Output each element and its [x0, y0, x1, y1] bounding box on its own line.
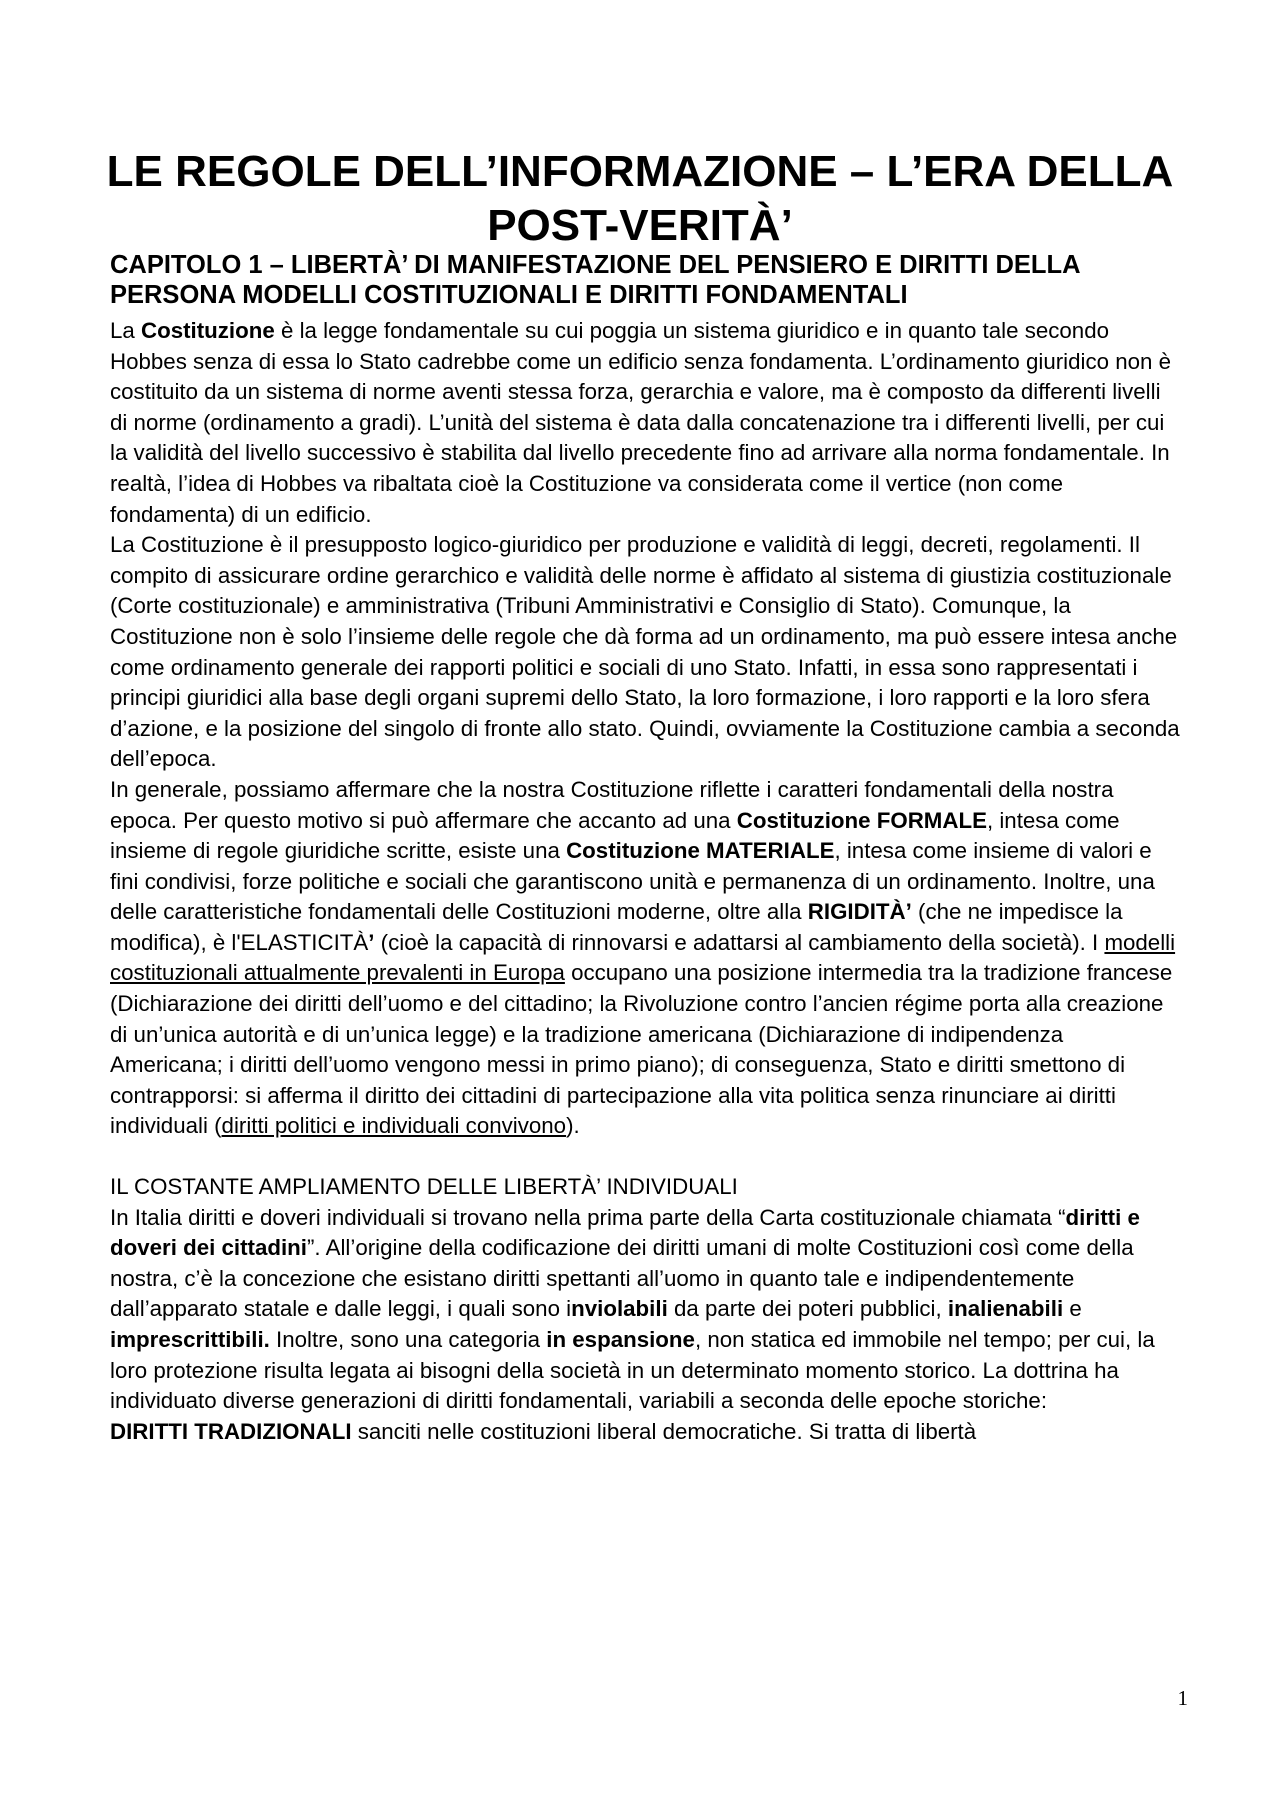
text-span: In Italia diritti e doveri individuali si trovano nella prima parte della Carta costituzionale chiamata “	[110, 1204, 1066, 1230]
document-body	[110, 316, 1180, 1447]
document-title: LE REGOLE DELL’INFORMAZIONE – L’ERA DELLA POST-VERITÀ’	[106, 147, 1174, 250]
bold-term: RIGIDITÀ’	[807, 899, 912, 925]
paragraph-diritti-doveri	[110, 1203, 1180, 1417]
text-span: , intesa come insieme di valori e fini condivisi, forze politiche e sociali che garantiscono unità e permanenza di un ordinamento. Inoltre, una delle caratteristiche fondamentali delle Costituzioni moderne, oltre alla	[110, 838, 1155, 925]
text-span: da parte dei poteri pubblici,	[667, 1296, 948, 1322]
text-span: Inoltre, sono una categoria	[269, 1327, 547, 1352]
underlined-phrase: diritti politici e individuali convivono	[221, 1113, 567, 1139]
paragraph-diritti-tradizionali	[110, 1417, 1180, 1448]
section-heading: IL COSTANTE AMPLIAMENTO DELLE LIBERTÀ’ INDIVIDUALI	[110, 1174, 738, 1200]
paragraph-costituzione	[110, 316, 1180, 530]
text-span: (cioè la capacità di rinnovarsi e adattarsi al cambiamento della società). I	[374, 929, 1105, 955]
text-span: In generale, possiamo affermare che la nostra Costituzione riflette i caratteri fondamentali della nostra epoca. Per questo motivo si può affermare che accanto ad una	[110, 776, 1114, 833]
bold-term: Costituzione	[141, 318, 275, 343]
text-span: occupano una posizione intermedia tra la tradizione francese (Dichiarazione dei diritti dell’uomo e del cittadino; la Rivoluzione contro l’ancien régime porta alla creazione di un’unica autorità e di un’unica legge) e la tradizione americana (Dichiarazione di indipendenza Americana; i diritti dell’uomo vengono messi in primo piano); di conseguenza, Stato e diritti smettono di contrapporsi: si afferma il diritto dei cittadini di partecipazione alla vita politica senza rinunciare ai diritti individuali (	[110, 960, 1173, 1139]
bold-term: in espansione	[546, 1327, 695, 1352]
bold-term: ’	[368, 929, 375, 955]
paragraph-presupposto: La Costituzione è il presupposto logico-giuridico per produzione e validità di leggi, decreti, regolamenti. Il compito di assicurare ordine gerarchico e validità delle norme è affidato al sistema di giustizia costituzionale (Corte costituzionale) e amministrativa (Tribuni Amministrativi e Consiglio di Stato). Comunque, la Costituzione non è solo l’insieme delle regole che dà forma ad un ordinamento, ma può essere intesa anche come ordinamento generale dei rapporti politici e sociali di uno Stato. Infatti, in essa sono rappresentati i principi giuridici alla base degli organi supremi dello Stato, la loro formazione, i loro rapporti e la loro sfera d’azione, e la posizione del singolo di fronte allo stato. Quindi, ovviamente la Costituzione cambia a seconda dell’epoca.	[110, 532, 1180, 772]
text-span: ).	[566, 1113, 580, 1139]
paragraph-spacer	[110, 1142, 1180, 1172]
text-span: e	[1063, 1296, 1082, 1322]
text-span: sanciti nelle costituzioni liberal democratiche. Si tratta di libertà	[351, 1418, 977, 1444]
bold-term: nviolabili	[571, 1296, 668, 1322]
text-span: ”. All’origine della codificazione dei diritti umani di molte Costituzioni così come della nostra, c’è la concezione che esistano diritti spettanti all’uomo in quanto tale e indipendentemente dall’apparato statale e dalle leggi, i quali sono i	[110, 1235, 1134, 1322]
text-span: La	[110, 318, 141, 343]
page-number: 1	[1177, 1686, 1188, 1710]
text-span: (che ne impedisce la modifica), è l'ELASTICITÀ	[110, 899, 1123, 955]
text-span: è la legge fondamentale su cui poggia un sistema giuridico e in quanto tale secondo Hobbes senza di essa lo Stato cadrebbe come un edificio senza fondamenta. L’ordinamento giuridico non è costituito da un sistema di norme aventi stessa forza, gerarchia e valore, ma è composto da differenti livelli di norme (ordinamento a gradi). L’unità del sistema è data dalla concatenazione tra i differenti livelli, per cui la validità del livello successivo è stabilita dal livello precedente fino ad arrivare alla norma fondamentale. In realtà, l’idea di Hobbes va ribaltata cioè la Costituzione va considerata come il vertice (non come fondamenta) di un edificio.	[110, 318, 1172, 527]
chapter-heading: CAPITOLO 1 – LIBERTÀ’ DI MANIFESTAZIONE DEL PENSIERO E DIRITTI DELLA PERSONA MODELLI COSTITUZIONALI E DIRITTI FONDAMENTALI	[110, 251, 1080, 309]
bold-term: Costituzione MATERIALE	[566, 838, 835, 864]
text-span: , intesa come insieme di regole giuridiche scritte, esiste una	[110, 807, 1120, 864]
bold-term: imprescrittibili.	[110, 1327, 270, 1352]
bold-term: DIRITTI TRADIZIONALI	[110, 1418, 352, 1444]
bold-term: inalienabili	[947, 1296, 1064, 1322]
paragraph-costituzione-formale-materiale	[110, 775, 1180, 1142]
text-span: , non statica ed immobile nel tempo; per cui, la loro protezione risulta legata ai bisogni della società in un determinato momento storico. La dottrina ha individuato diverse generazioni di diritti fondamentali, variabili a seconda delle epoche storiche:	[110, 1327, 1155, 1414]
bold-term: Costituzione FORMALE	[736, 807, 987, 833]
underlined-phrase: modelli costituzionali attualmente prevalenti in Europa	[110, 929, 1176, 986]
bold-term: diritti e doveri dei cittadini	[110, 1204, 1140, 1261]
